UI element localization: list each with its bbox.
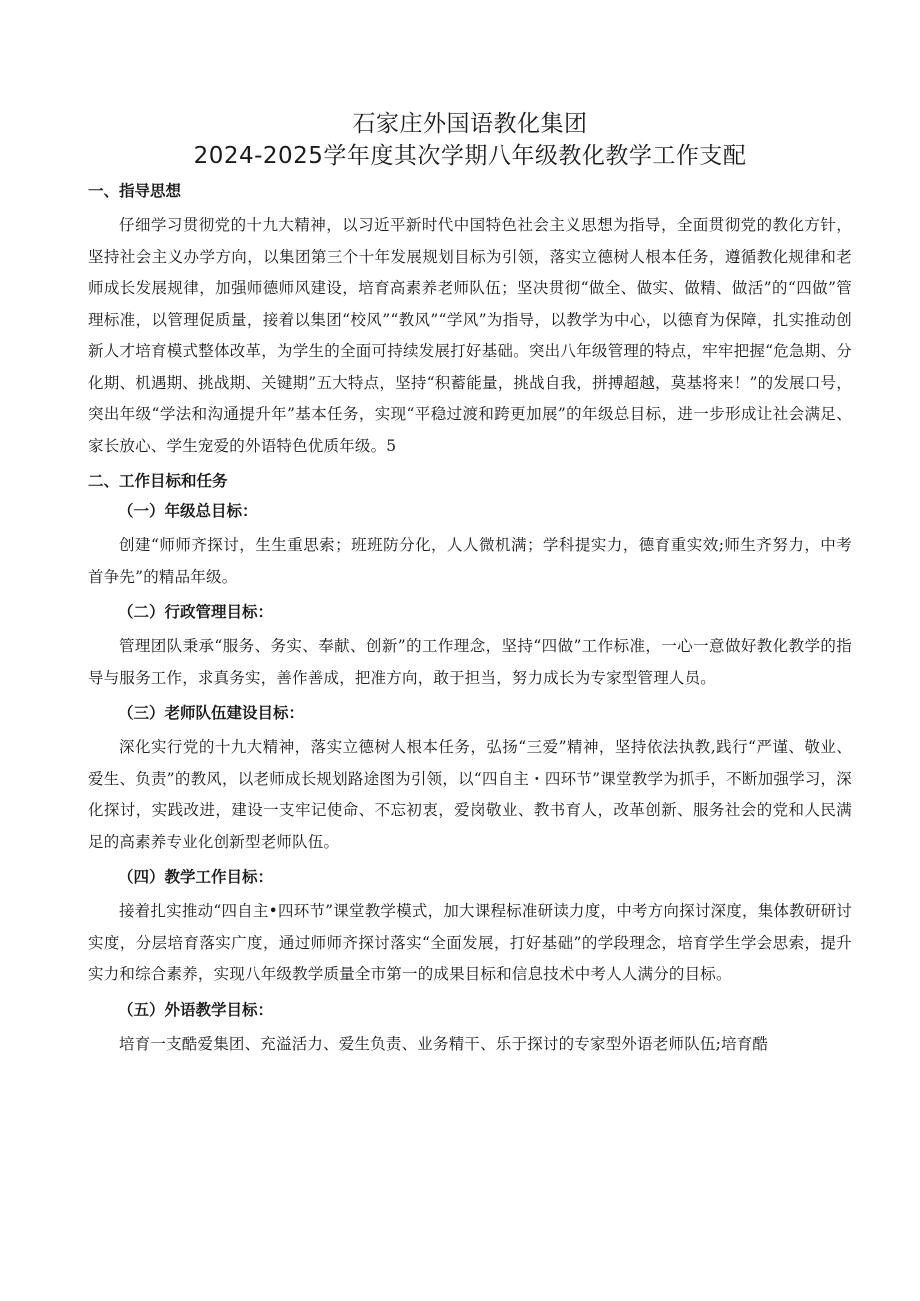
section-heading-guiding-ideology: 一、指导思想: [88, 181, 182, 200]
sub-heading-grade-goal: （一）年级总目标：: [118, 501, 258, 520]
sub-heading-admin-goal: （二）行政管理目标：: [118, 602, 274, 621]
sub-heading-teacher-goal: （三）老师队伍建设目标：: [118, 703, 305, 722]
document-title-plan: 2024-2025学年度其次学期八年级教化教学工作支配: [193, 143, 747, 169]
section-heading-goals-tasks: 二、工作目标和任务: [88, 471, 228, 490]
paragraph-teacher-goal: 深化实行党的十九大精神，落实立德树人根本任务，弘扬“三爱”精神，坚持依法执教,践行“严谨、敬业、爱生、负责”的教风，以老师成长规划路途图为引领，以“四自主・四环节”课堂教学为抓手，不断加强学习，深化探讨，实践改进，建设一支牢记使命、不忘初衷，爱岗敬业、教书育人，改革创新、服务社会的党和人民满足的高素养专业化创新型老师队伍。: [88, 738, 852, 851]
paragraph-admin-goal: 管理团队秉承“服务、务实、奉献、创新”的工作理念，坚持“四做”工作标准，一心一意做好教化教学的指导与服务工作，求真务实，善作善成，把准方向，敢于担当，努力成长为专家型管理人员。: [88, 637, 852, 687]
sub-heading-language-goal: （五）外语教学目标：: [118, 999, 274, 1019]
paragraph-teaching-goal: 接着扎实推动“四自主•四环节”课堂教学模式，加大课程标准研读力度，中考方向探讨深度，集体教研研讨实度，分层培育落实广度，通过师师齐探讨落实“全面发展，打好基础”的学段理念，培育学生学会思索，提升实力和综合素养，实现八年级教学质量全市第一的成果目标和信息技术中考人人满分的目标。: [88, 902, 852, 983]
paragraph-grade-goal: 创建“师师齐探讨，生生重思索；班班防分化，人人微机满；学科提实力，德育重实效;师生齐努力，中考首争先”的精品年级。: [88, 536, 852, 586]
document-title-org: 石家庄外国语教化集团: [352, 111, 588, 137]
sub-heading-teaching-goal: （四）教学工作目标：: [118, 867, 274, 886]
paragraph-language-goal: 培育一支酷爱集团、充溢活力、爱生负责、业务精干、乐于探讨的专家型外语老师队伍;培育酷: [119, 1034, 769, 1053]
paragraph-guiding-ideology: 仔细学习贯彻党的十九大精神，以习近平新时代中国特色社会主义思想为指导，全面贯彻党的教化方针，坚持社会主义办学方向，以集团第三个十年发展规划目标为引领，落实立德树人根本任务，遵循教化规律和老师成长发展规律，加强师德师风建设，培育高素养老师队伍；坚决贯彻“做全、做实、做精、做活”的“四做”管理标准，以管理促质量，接着以集团“校风”“教风”“学风”为指导，以教学为中心，以德育为保障，扎实推动创新人才培育模式整体改革，为学生的全面可持续发展打好基础。突出八年级管理的特点，牢牢把握“危急期、分化期、机遇期、挑战期、关键期”五大特点，坚持“积蓄能量，挑战自我，拼搏超越，莫基将来！”的发展口号，突出年级“学法和沟通提升年”基本任务，实现“平稳过渡和跨更加展”的年级总目标，进一步形成让社会满足、家长放心、学生宠爱的外语特色优质年级。5: [88, 216, 852, 455]
